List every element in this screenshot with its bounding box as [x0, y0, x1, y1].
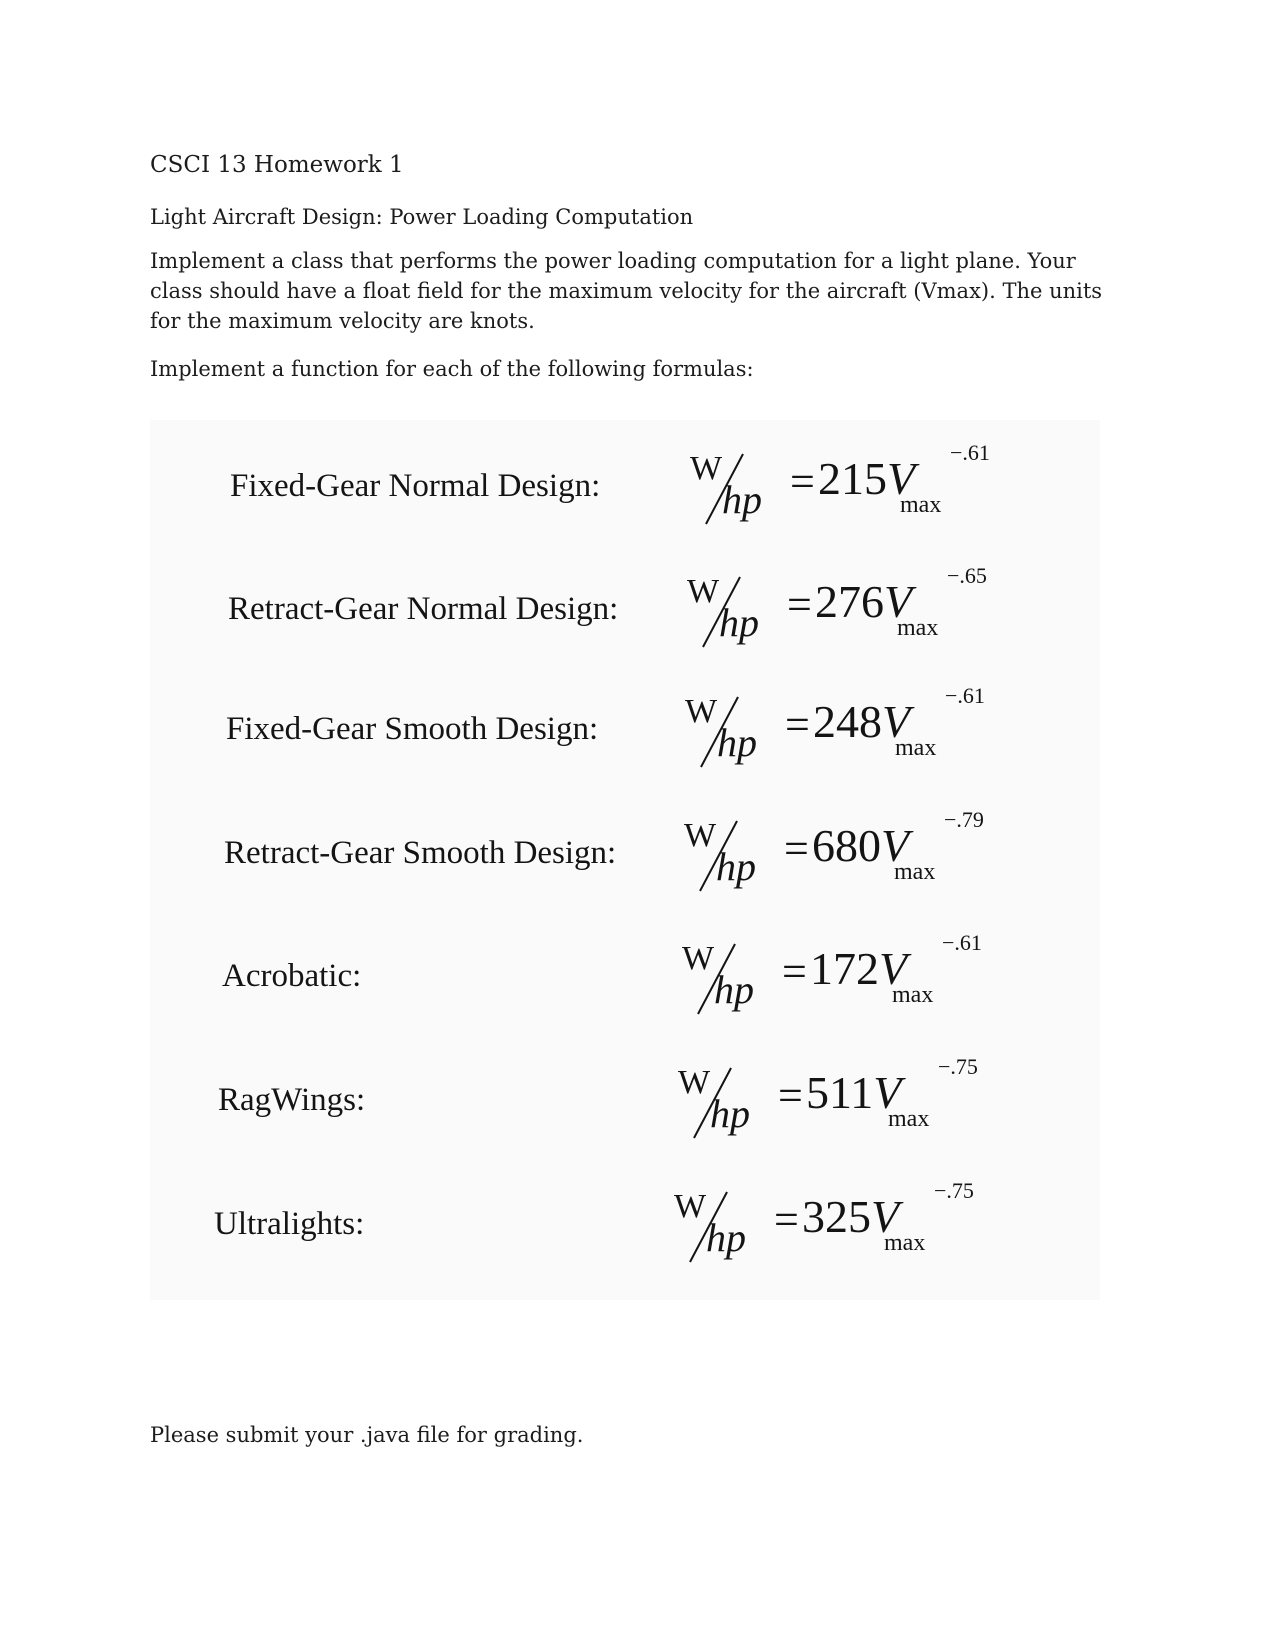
formula-denominator: hp [706, 1215, 746, 1260]
formula-numerator: W [687, 573, 720, 610]
formula-subscript: max [895, 735, 937, 761]
formula-label: Fixed-Gear Normal Design: [230, 468, 601, 504]
formula-denominator: hp [717, 720, 757, 765]
formula-exponent: −.61 [945, 683, 985, 708]
formula-row [150, 1178, 1100, 1278]
formula-expression [674, 1178, 994, 1278]
formula-coefficient: 276V [815, 576, 913, 627]
formula-expression [685, 683, 1005, 783]
formula-denominator: hp [710, 1091, 750, 1136]
formula-expression [690, 440, 1010, 540]
formula-subscript: max [888, 1106, 930, 1132]
formula-subscript: max [884, 1230, 926, 1256]
formula-denominator: hp [722, 477, 762, 522]
formula-row [150, 807, 1100, 907]
formula-coefficient: 511V [806, 1067, 902, 1118]
formula-numerator: W [682, 940, 715, 977]
formula-denominator: hp [716, 844, 756, 889]
formula-denominator: hp [714, 967, 754, 1012]
formula-subscript: max [900, 492, 942, 518]
formula-row [150, 440, 1100, 540]
equals-sign: = [774, 1195, 799, 1244]
formula-exponent: −.65 [947, 563, 987, 588]
formula-exponent: −.79 [944, 807, 984, 832]
formula-label: RagWings: [218, 1082, 366, 1118]
formula-exponent: −.75 [938, 1054, 978, 1079]
equals-sign: = [778, 1071, 803, 1120]
equals-sign: = [784, 824, 809, 873]
formula-numerator: W [678, 1064, 711, 1101]
formula-label: Acrobatic: [222, 958, 362, 994]
formula-subscript: max [892, 982, 934, 1008]
formula-coefficient: 248V [813, 696, 911, 747]
formula-coefficient: 325V [802, 1191, 900, 1242]
document-subtitle: Light Aircraft Design: Power Loading Computation [150, 205, 694, 229]
assignment-description: Implement a class that performs the power loading computation for a light plane. Your class should have a float field for the maximum velocity for the aircraft (Vmax). The units for the maximum velocity are knots. [150, 249, 1103, 333]
submission-note: Please submit your .java file for grading. [150, 1423, 584, 1447]
equals-sign: = [787, 580, 812, 629]
document-title: CSCI 13 Homework 1 [150, 152, 404, 178]
formula-numerator: W [685, 693, 718, 730]
formula-expression [687, 563, 1007, 663]
formula-exponent: −.61 [950, 440, 990, 465]
formula-label: Fixed-Gear Smooth Design: [226, 711, 599, 747]
formula-label: Ultralights: [214, 1206, 365, 1242]
equals-sign: = [782, 947, 807, 996]
formula-coefficient: 172V [810, 943, 908, 994]
formula-coefficient: 215V [818, 453, 916, 504]
formula-subscript: max [894, 859, 936, 885]
formula-expression [682, 930, 1002, 1030]
formulas-figure [150, 420, 1100, 1300]
formula-row [150, 930, 1100, 1030]
formula-numerator: W [684, 817, 717, 854]
equals-sign: = [785, 700, 810, 749]
formula-subscript: max [897, 615, 939, 641]
formula-label: Retract-Gear Smooth Design: [224, 835, 617, 871]
formula-expression [678, 1054, 998, 1154]
formula-exponent: −.61 [942, 930, 982, 955]
formula-row [150, 1054, 1100, 1154]
formula-expression [684, 807, 1004, 907]
formula-numerator: W [690, 450, 723, 487]
formula-row [150, 683, 1100, 783]
formula-denominator: hp [719, 600, 759, 645]
formula-exponent: −.75 [934, 1178, 974, 1203]
formula-row [150, 563, 1100, 663]
formulas-intro: Implement a function for each of the following formulas: [150, 357, 754, 381]
formula-coefficient: 680V [812, 820, 910, 871]
formula-label: Retract-Gear Normal Design: [228, 591, 619, 627]
formula-numerator: W [674, 1188, 707, 1225]
equals-sign: = [790, 457, 815, 506]
